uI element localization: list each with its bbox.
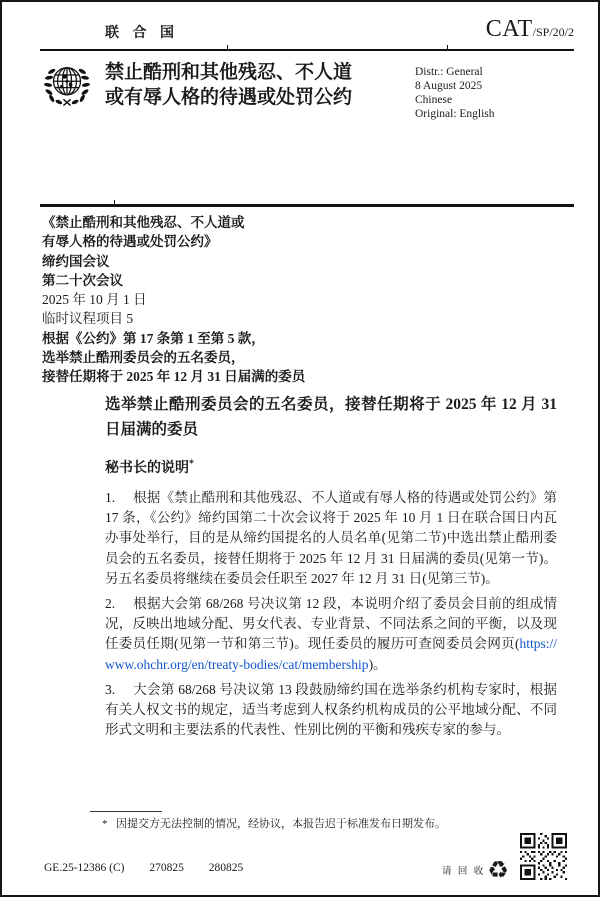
- body-paragraphs: [105, 488, 557, 745]
- preamble-line: 接替任期将于 2025 年 12 月 31 日届满的委员: [42, 369, 306, 385]
- preamble-line: 有辱人格的待遇或处罚公约》: [42, 234, 218, 250]
- preamble-line: 《禁止酷刑和其他残忍、不人道或: [42, 215, 245, 230]
- paragraph-3: [105, 680, 557, 741]
- footnote-reference: *: [189, 458, 194, 470]
- distribution-info: [415, 66, 495, 122]
- paragraph-number: 2.: [105, 596, 116, 612]
- paragraph-text: )。: [368, 656, 387, 672]
- rule-tick: [114, 200, 115, 204]
- date-line: 8 August 2025: [415, 79, 483, 92]
- convention-title-line1: 禁止酷刑和其他残忍、不人道: [105, 62, 353, 83]
- session-block: [42, 213, 382, 387]
- subtitle-text: 秘书长的说明: [105, 461, 189, 476]
- paragraph-number: 1.: [105, 490, 116, 505]
- preamble-line: 2025 年 10 月 1 日: [42, 292, 147, 308]
- preamble-line: 第二十次会议: [42, 272, 123, 288]
- distr-line: Distr.: General: [415, 66, 483, 78]
- footnote-text: 因提交方无法控制的情况，经协议，本报告迟于标准发布日期发布。: [116, 818, 446, 830]
- document-title: 选举禁止酷刑委员会的五名委员，接替任期将于 2025 年 12 月 31 日届满的委员: [105, 396, 557, 438]
- ge-number: GE.25-12386 (C): [44, 862, 125, 874]
- doc-symbol: [486, 16, 574, 43]
- qr-code: [520, 833, 567, 880]
- recycle-label: 请 回 收: [442, 867, 486, 877]
- doc-symbol-main: CAT: [485, 16, 533, 42]
- rule-tick: [447, 45, 448, 49]
- ohchr-membership-link[interactable]: https://www.ohchr.org/en/treaty-bodies/cat/membership: [105, 636, 557, 672]
- footnote: [102, 817, 522, 832]
- convention-title: [105, 60, 352, 110]
- language-line: Chinese: [415, 93, 453, 106]
- doc-symbol-suffix: /SP/20/2: [532, 25, 574, 39]
- date-code-1: 270825: [149, 862, 184, 874]
- paragraph-1: [105, 488, 557, 589]
- recycle-icon: ♻: [487, 856, 509, 884]
- footnote-marker: *: [102, 818, 108, 830]
- preamble-line: 缔约国会议: [42, 253, 110, 269]
- job-number-line: [44, 862, 243, 874]
- original-line: Original: English: [415, 107, 495, 120]
- masthead-bottom-rule: [40, 204, 574, 207]
- un-emblem-icon: [40, 57, 94, 111]
- recycle-notice: [442, 858, 509, 882]
- paragraph-number: 3.: [105, 681, 116, 697]
- convention-title-line2: 或有辱人格的待遇或处罚公约: [105, 87, 353, 108]
- rule-tick: [227, 45, 228, 49]
- masthead-top-rule: [40, 49, 574, 51]
- preamble-line: 临时议程项目 5: [42, 311, 134, 327]
- paragraph-text: 大会第 68/268 号决议第 13 段鼓励缔约国在选举条约机构专家时，根据有关人权文书的规定，适当考虑到人权条约机构成员的公平地域分配、不同形式文明和主要法系的代表性、性别比例的平衡和残疾专家的参与。: [105, 681, 557, 738]
- document-subtitle: [105, 457, 194, 477]
- date-code-2: 280825: [208, 862, 244, 874]
- paragraph-text: 根据大会第 68/268 号决议第 12 段，本说明介绍了委员会目前的组成情况，反映出地域分配、男女代表、专业背景、不同法系之间的平衡，以及现任委员任期(见第一节和第三节)。现任委员的履历可查阅委员会网页(: [105, 596, 557, 652]
- preamble-line: 选举禁止酷刑委员会的五名委员，: [42, 350, 245, 366]
- paragraph-2: [105, 594, 557, 675]
- preamble-line: 根据《公约》第 17 条第 1 至第 5 款，: [42, 330, 265, 346]
- footnote-separator: [90, 811, 162, 812]
- paragraph-text: 根据《禁止酷刑和其他残忍、不人道或有辱人格的待遇或处罚公约》第 17 条，《公约》缔约国第二十次会议将于 2025 年 10 月 1 日在联合国日内瓦办事处举行，目的是从缔约国提名的人员名单(见第二节)中选出禁止酷刑委员会的五名委员，接替任期将于 2025 年 12 月 31 日届满的委员(见第一节)。另五名委员将继续在委员会任职至 2027 年 12 月 31 日(见第三节)。: [105, 490, 557, 586]
- un-org-name: 联 合 国: [105, 26, 179, 41]
